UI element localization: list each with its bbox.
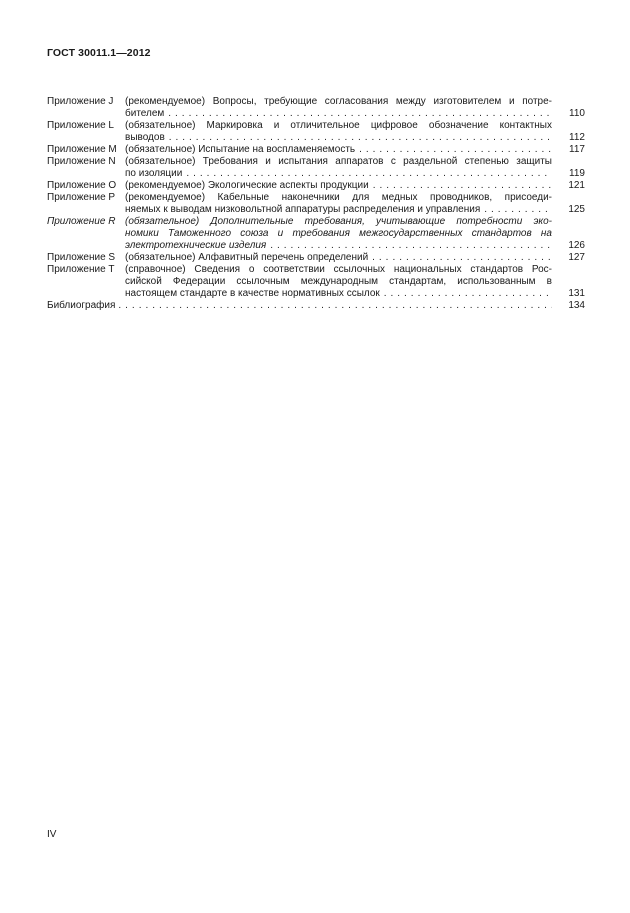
dot-leader: [266, 240, 552, 252]
toc-entry-title: [125, 252, 552, 264]
toc-entry-label: Приложение T: [47, 264, 115, 275]
toc-entry-line: (обязательное) Испытание на воспламеняемость: [125, 144, 356, 155]
toc-entry-line: (справочное) Сведения о соответствии ссылочных национальных стандартов Рос-: [125, 264, 552, 275]
document-header: ГОСТ 30011.1—2012: [47, 47, 151, 59]
toc-page-number: 126: [568, 240, 585, 251]
toc-entry-annex-t[interactable]: [47, 264, 585, 300]
dot-leader: [355, 144, 552, 156]
toc-entry-annex-l[interactable]: [47, 120, 585, 144]
toc-entry-line: няемых к выводам низковольтной аппаратуры распределения и управления: [125, 204, 481, 215]
toc-entry-label: Приложение J: [47, 96, 114, 107]
toc-entry-annex-j[interactable]: [47, 96, 585, 120]
toc-entry-title: [47, 300, 552, 312]
toc-entry-line: (рекомендуемое) Экологические аспекты продукции: [125, 180, 369, 191]
toc-entry-line: (рекомендуемое) Кабельные наконечники для медных проводников, присоеди-: [125, 192, 552, 203]
toc-page-number: 134: [568, 300, 585, 311]
toc-entry-title: [125, 144, 552, 156]
toc-entry-title: [125, 192, 552, 216]
dot-leader: [380, 288, 552, 300]
toc-entry-label: Приложение N: [47, 156, 116, 167]
toc-entry-label: Библиография: [47, 300, 116, 311]
toc-entry-title: [125, 180, 552, 192]
dot-leader: [480, 204, 552, 216]
toc-entry-line: (обязательное) Дополнительные требования, учитывающие потребности эко-: [125, 216, 552, 227]
toc-entry-label: Приложение R: [47, 216, 116, 227]
toc-entry-title: [125, 120, 552, 144]
toc-entry-title: [125, 216, 552, 252]
toc-page-number: 110: [569, 108, 585, 119]
toc-page-number: 131: [568, 288, 585, 299]
toc-entry-title: [125, 264, 552, 300]
toc-entry-label: Приложение L: [47, 120, 114, 131]
toc-entry-line: бителем: [125, 108, 165, 119]
toc-entry-bibliography[interactable]: [47, 300, 585, 312]
dot-leader: [182, 168, 552, 180]
dot-leader: [164, 108, 552, 120]
toc-entry-annex-s[interactable]: [47, 252, 585, 264]
toc-entry-annex-n[interactable]: [47, 156, 585, 180]
toc-page-number: 127: [568, 252, 585, 263]
toc-entry-annex-o[interactable]: [47, 180, 585, 192]
toc-entry-line: по изоляции: [125, 168, 183, 179]
toc-entry-line: (обязательное) Маркировка и отличительное цифровое обозначение контактных: [125, 120, 552, 131]
toc-entry-line: сийской Федерации ссылочным международным стандартам, использованным в: [125, 276, 552, 287]
toc-entry-label: Приложение S: [47, 252, 116, 263]
toc-entry-label: Приложение O: [47, 180, 117, 191]
toc-page-number: 112: [569, 132, 585, 143]
toc-entry-annex-p[interactable]: [47, 192, 585, 216]
toc-entry-line: (обязательное) Алфавитный перечень определений: [125, 252, 369, 263]
toc-entry-line: (рекомендуемое) Вопросы, требующие согласования между изготовителем и потре-: [125, 96, 552, 107]
toc-entry-label: Приложение M: [47, 144, 117, 155]
dot-leader: [369, 180, 552, 192]
toc-entry-line: выводов: [125, 132, 165, 143]
toc-entry-line: электротехнические изделия: [125, 240, 267, 251]
toc-entry-line: номики Таможенного союза и требования межгосударственных стандартов на: [125, 228, 552, 239]
toc-entry-label: Приложение P: [47, 192, 116, 203]
toc-entry-title: [125, 96, 552, 120]
toc-entry-annex-m[interactable]: [47, 144, 585, 156]
dot-leader: [165, 132, 552, 144]
dot-leader: [115, 300, 552, 312]
toc-page-number: 125: [568, 204, 585, 215]
toc-entry-line: (обязательное) Требования и испытания аппаратов с раздельной степенью защиты: [125, 156, 552, 167]
toc-page-number: 121: [568, 180, 585, 191]
toc-entry-annex-r[interactable]: [47, 216, 585, 252]
page-number: IV: [47, 829, 57, 840]
toc-entry-title: [125, 156, 552, 180]
toc-page-number: 117: [569, 144, 585, 155]
table-of-contents: [47, 96, 585, 312]
dot-leader: [368, 252, 552, 264]
toc-entry-line: настоящем стандарте в качестве нормативных ссылок: [125, 288, 380, 299]
toc-page-number: 119: [569, 168, 585, 179]
